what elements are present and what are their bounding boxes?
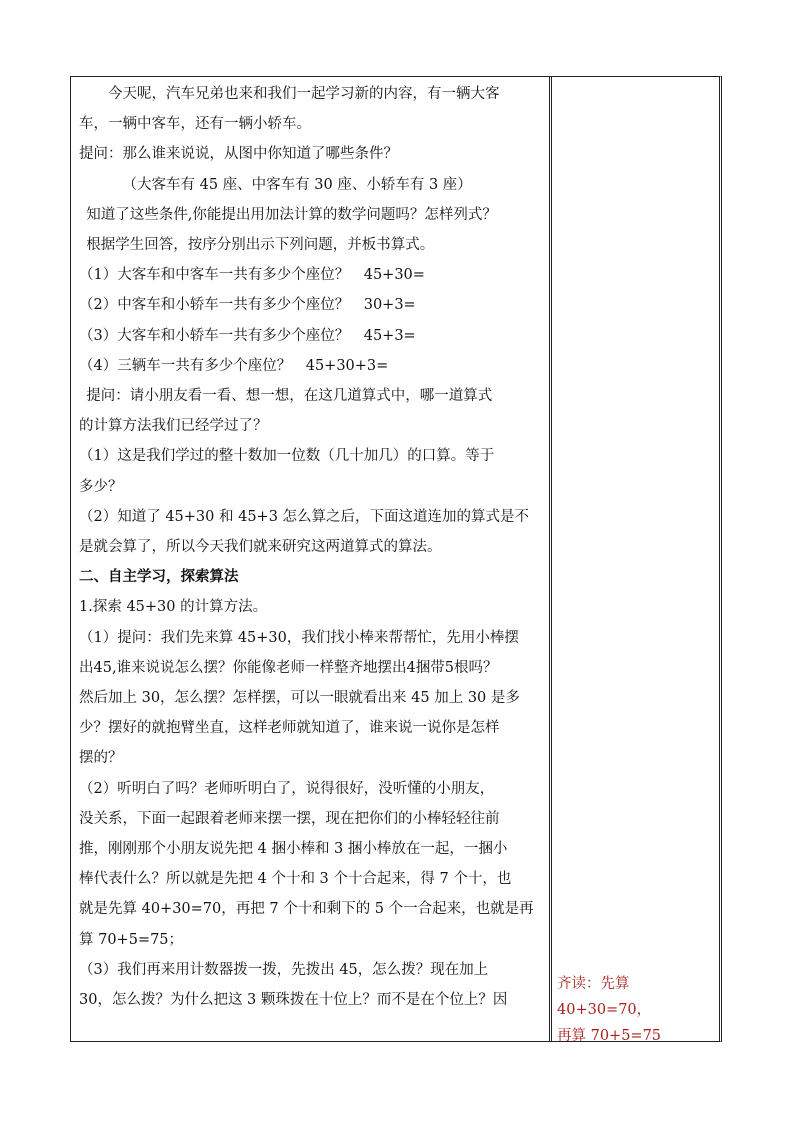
paragraph-line: （1）这是我们学过的整十数加一位数（几十加几）的口算。等于 bbox=[79, 448, 495, 465]
paragraph-line: （2）听明白了吗？老师听明白了，说得很好，没听懂的小朋友， bbox=[79, 780, 495, 797]
section-heading: 二、自主学习，探索算法 bbox=[79, 569, 239, 586]
paragraph-line: 算 70+5=75； bbox=[79, 931, 184, 948]
paragraph-line: 的计算方法我们已经学过了？ bbox=[79, 418, 268, 435]
side-note-line: 再算 70+5=75 bbox=[557, 1028, 662, 1044]
paragraph-line: 今天呢，汽车兄弟也来和我们一起学习新的内容，有一辆大客 bbox=[108, 86, 500, 102]
paragraph-line: 摆的？ bbox=[79, 750, 123, 767]
paragraph-line: 提问：请小朋友看一看、想一想，在这几道算式中，哪一道算式 bbox=[86, 388, 493, 405]
paragraph-line: 棒代表什么？所以就是先把 4 个十和 3 个十合起来，得 7 个十，也 bbox=[79, 871, 512, 888]
paragraph-line: 多少？ bbox=[79, 478, 123, 495]
paragraph-line: 就是先算 40+30=70，再把 7 个十和剩下的 5 个一合起来，也就是再 bbox=[79, 901, 534, 918]
paragraph-line: 没关系，下面一起跟着老师来摆一摆，现在把你们的小棒轻轻往前 bbox=[79, 810, 500, 827]
lesson-table bbox=[70, 76, 722, 1042]
paragraph-line: 提问：那么谁来说说，从图中你知道了哪些条件？ bbox=[79, 146, 398, 163]
paragraph-line: （2）知道了 45+30 和 45+3 怎么算之后，下面这道连加的算式是不 bbox=[79, 508, 530, 525]
paragraph-line: 少？摆好的就抱臂坐直，这样老师就知道了，谁来说一说你是怎样 bbox=[79, 720, 500, 737]
question-item: （3）大客车和小轿车一共有多少个座位？ 45+3= bbox=[79, 327, 416, 344]
paragraph-line: 出45,谁来说说怎么摆？你能像老师一样整齐地摆出4捆带5根吗？ bbox=[79, 659, 498, 676]
column-divider bbox=[549, 77, 552, 1041]
sub-heading: 1.探索 45+30 的计算方法。 bbox=[79, 599, 268, 616]
paragraph-line: 车，一辆中客车，还有一辆小轿车。 bbox=[79, 116, 311, 133]
paragraph-line: 根据学生回答，按序分别出示下列问题，并板书算式。 bbox=[86, 237, 435, 254]
paragraph-line: 是就会算了，所以今天我们就来研究这两道算式的算法。 bbox=[79, 539, 442, 556]
side-note-line: 齐读：先算 40+30=70， bbox=[557, 976, 652, 1018]
paragraph-line: 30，怎么拨？为什么把这 3 颗珠拨在十位上？而不是在个位上？因 bbox=[79, 992, 508, 1009]
paragraph-line: 知道了这些条件,你能提出用加法计算的数学问题吗？怎样列式？ bbox=[86, 206, 497, 223]
paragraph-line: 然后加上 30，怎么摆？怎样摆，可以一眼就看出来 45 加上 30 是多 bbox=[79, 690, 520, 707]
question-item: （1）大客车和中客车一共有多少个座位？ 45+30= bbox=[79, 267, 425, 284]
side-note bbox=[557, 971, 717, 1049]
paragraph-line: （1）提问：我们先来算 45+30，我们找小棒来帮帮忙，先用小棒摆 bbox=[79, 629, 519, 646]
paragraph-line: （3）我们再来用计数器拨一拨，先拨出 45，怎么拨？现在加上 bbox=[79, 961, 489, 978]
question-item: （4）三辆车一共有多少个座位？ 45+30+3= bbox=[79, 357, 389, 374]
question-item: （2）中客车和小轿车一共有多少个座位？ 30+3= bbox=[79, 297, 416, 314]
paragraph-line: （大客车有 45 座、中客车有 30 座、小轿车有 3 座） bbox=[122, 176, 472, 193]
paragraph-line: 推，刚刚那个小朋友说先把 4 捆小棒和 3 捆小棒放在一起，一捆小 bbox=[79, 841, 508, 858]
lesson-content-column bbox=[79, 81, 543, 1017]
